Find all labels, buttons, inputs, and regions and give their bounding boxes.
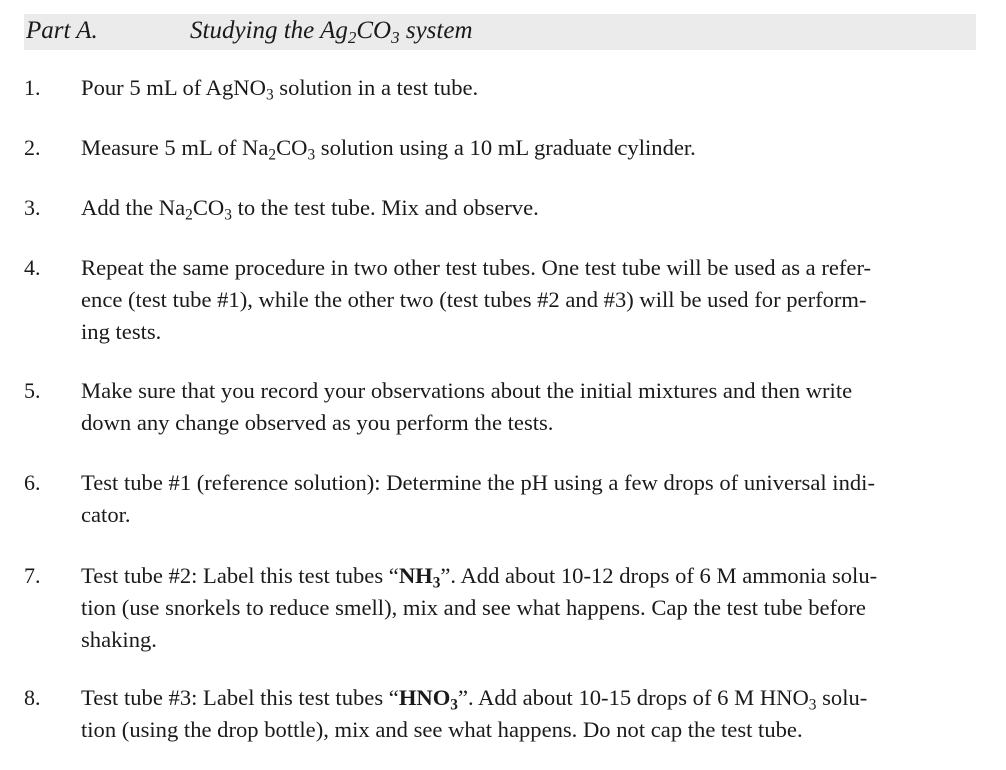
step-text [81,560,977,656]
section-header [24,14,976,50]
step-text: Pour 5 mL of AgNO$_3$ solution in a test tube. [81,75,479,104]
part-label: Part A. [26,17,98,44]
step-text: Measure 5 mL of $Na_2CO_3$ solution using a 10 mL graduate cylinder. [81,135,696,164]
step-number: 5. [24,378,41,403]
step-line: Test tube #1 (reference solution): Determine the pH using a few drops of universal indi- [81,470,875,495]
step-text: Add the $Na_2CO_3$ to the test tube. Mix and observe. [81,195,539,224]
step-line: Repeat the same procedure in two other test tubes. One test tube will be used as a refer- [81,255,872,280]
step-text [81,467,977,531]
step-line: cator. [81,502,131,527]
section-title: Studying the $Ag_2CO_3$ system [190,17,473,47]
step-line: ence (test tube #1), while the other two (test tubes #2 and #3) will be used for perform- [81,287,867,312]
step-line: Make sure that you record your observations about the initial mixtures and then write [81,378,853,403]
step-text [81,375,977,439]
step-line: Test tube #2: Label this test tubes “$NH_3$”. Add about 10-12 drops of 6 M ammonia solu- [81,563,878,592]
step-number: 1. [24,75,41,100]
step-number: 7. [24,563,41,588]
step-number: 6. [24,470,41,495]
step-line: Test tube #3: Label this test tubes “$HNO_3$”. Add about 10-15 drops of 6 M $HNO_3$ solu- [81,685,868,714]
step-number: 8. [24,685,41,710]
step-number: 2. [24,135,41,160]
step-text [81,682,977,746]
step-number: 4. [24,255,41,280]
step-text [81,252,977,348]
step-number: 3. [24,195,41,220]
step-line: down any change observed as you perform the tests. [81,410,554,435]
step-line: ing tests. [81,319,162,344]
step-line: tion (using the drop bottle), mix and see what happens. Do not cap the test tube. [81,717,803,742]
step-line: shaking. [81,627,157,652]
step-line: tion (use snorkels to reduce smell), mix and see what happens. Cap the test tube before [81,595,866,620]
